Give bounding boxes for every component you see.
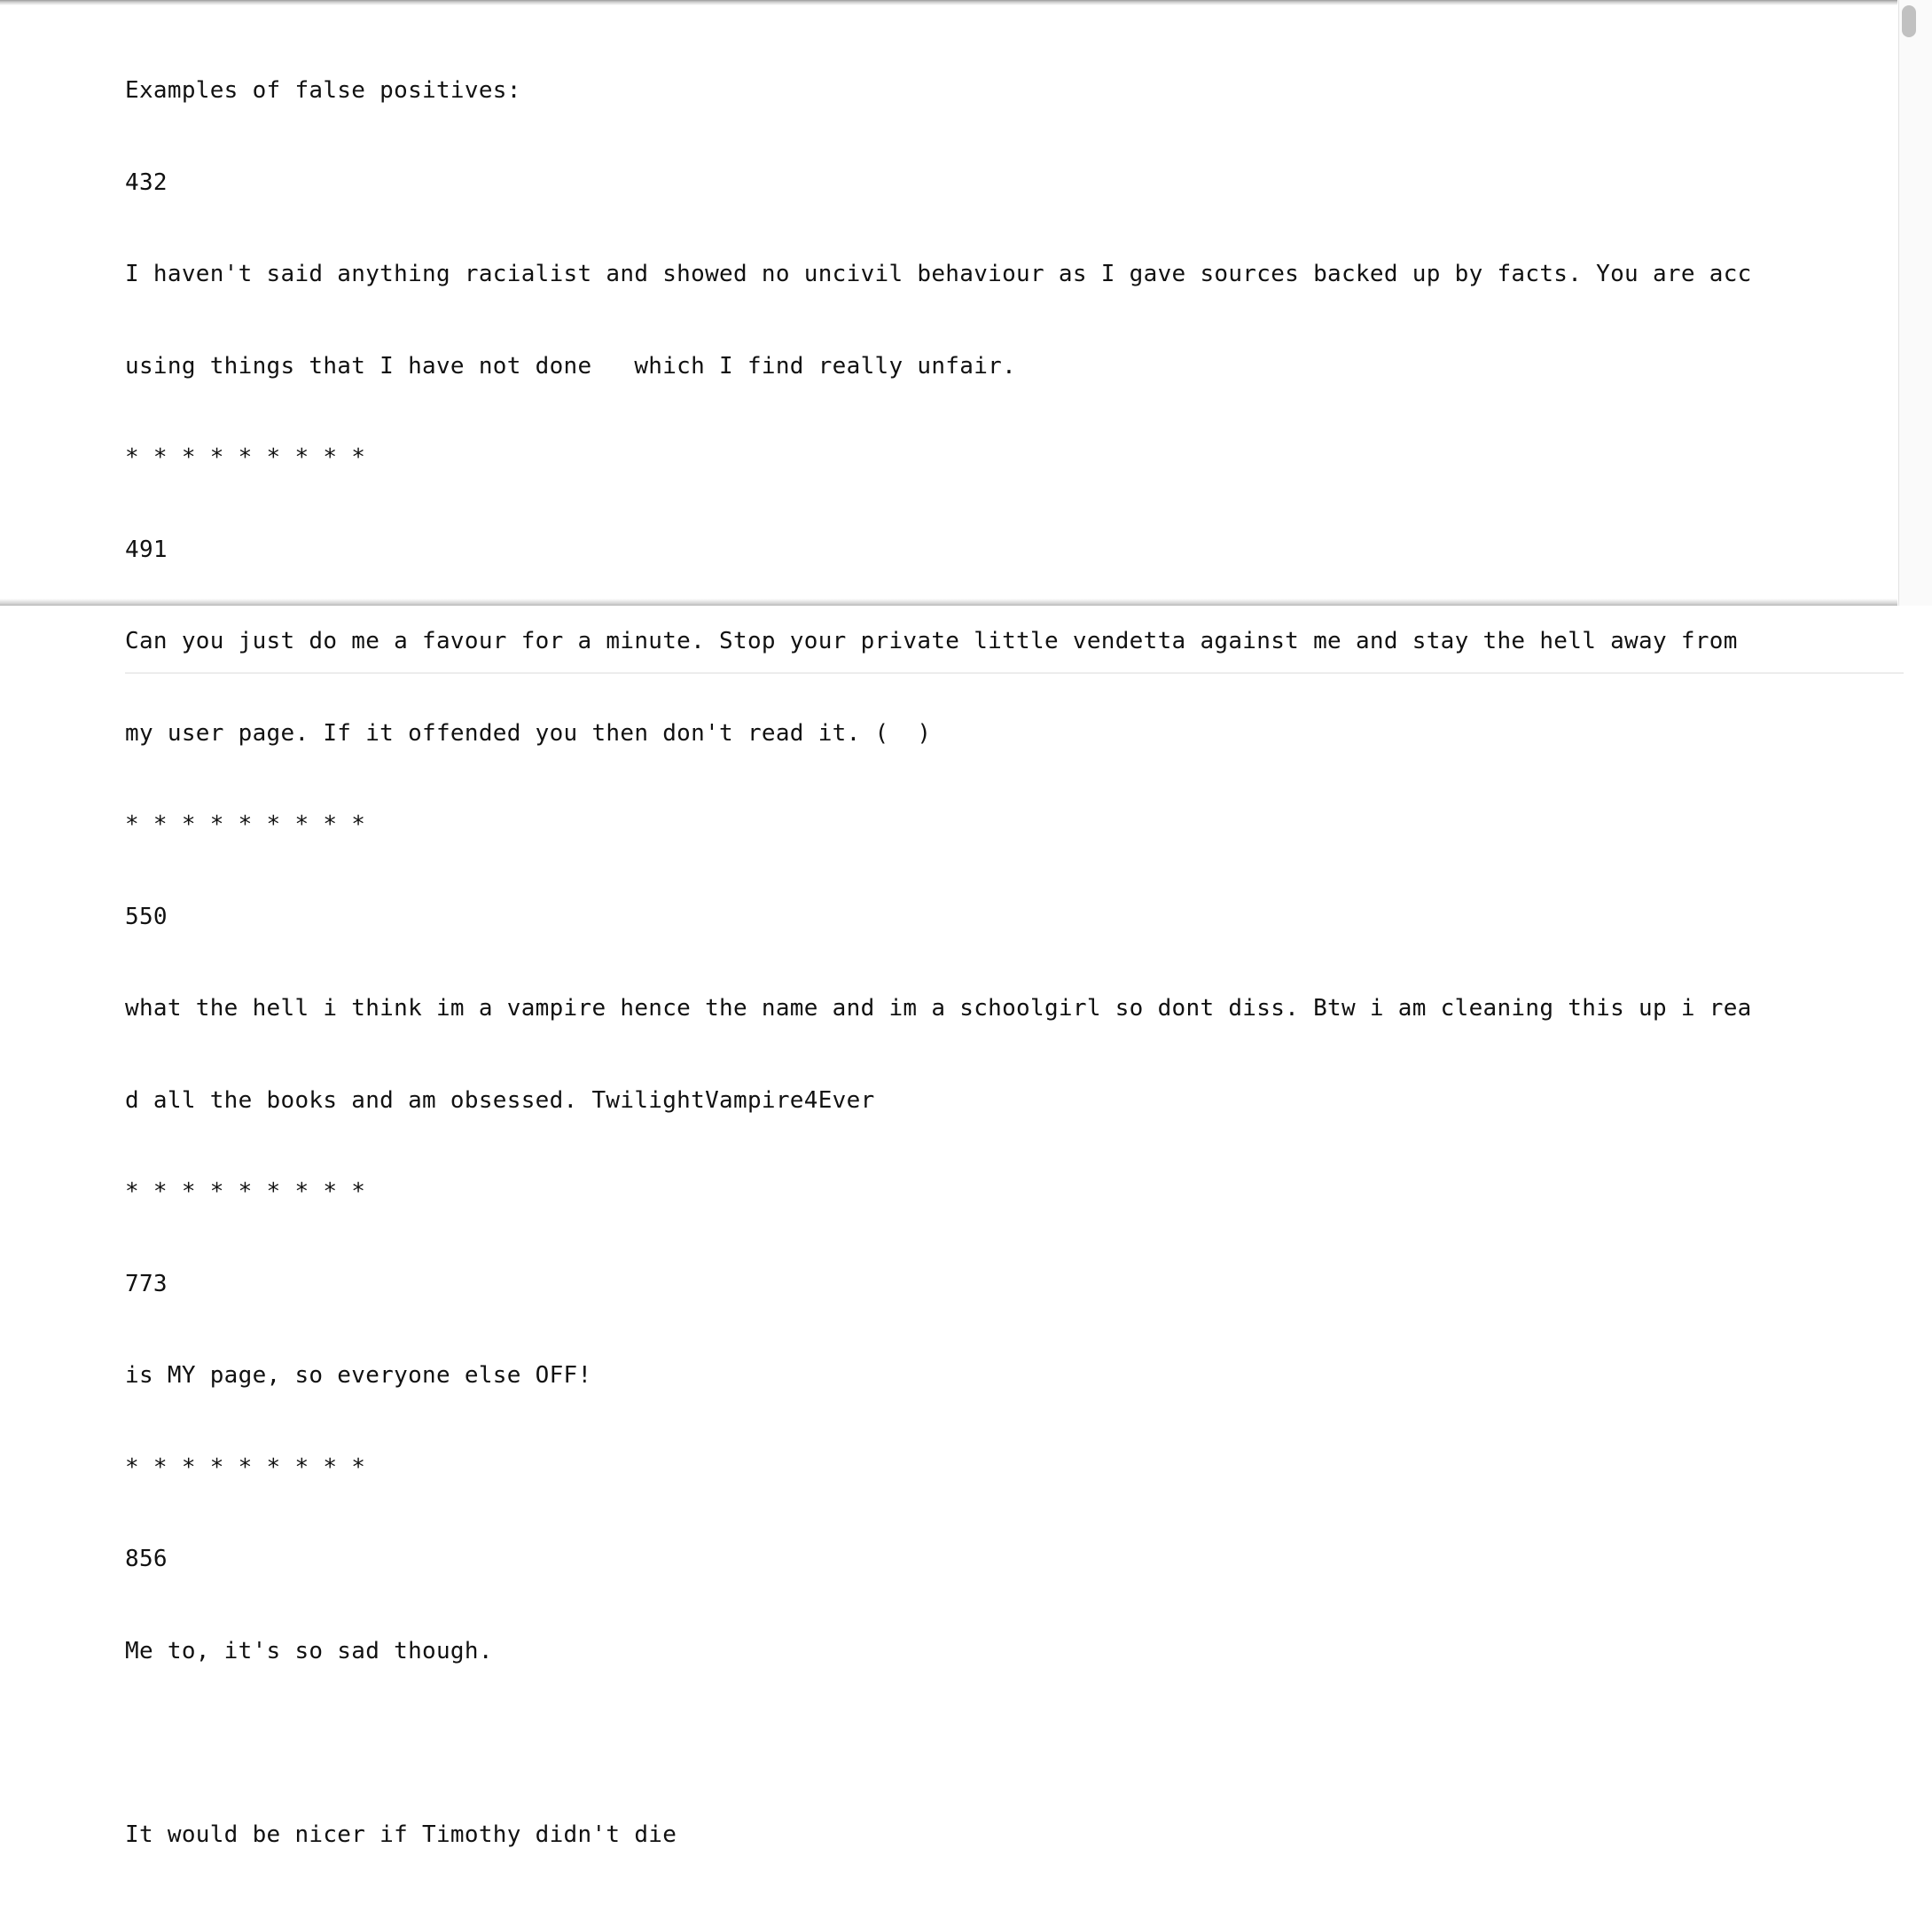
output-line: * * * * * * * * *	[125, 1179, 366, 1205]
output-line: d all the books and am obsessed. TwilightVampire4Ever	[125, 1086, 875, 1114]
output-line: I haven't said anything racialist and showed no uncivil behaviour as I gave sources backed up by facts. You are acc	[125, 261, 1752, 287]
output-line: * * * * * * * * *	[125, 444, 366, 471]
scrollbar-thumb[interactable]	[1902, 5, 1916, 37]
output-line: * * * * * * * * *	[125, 1453, 366, 1481]
output-line	[125, 1727, 1870, 1758]
output-line: using things that I have not done which I find really unfair.	[125, 352, 1017, 380]
output-line: 432	[125, 168, 168, 196]
output-bottom-shadow	[0, 599, 1897, 606]
output-line: 491	[125, 536, 168, 563]
output-line: * * * * * * * * *	[125, 811, 366, 838]
output-line: my user page. If it offended you then don't read it. ( )	[125, 719, 932, 747]
output-line: 550	[125, 903, 168, 930]
vertical-scrollbar[interactable]	[1898, 0, 1932, 606]
output-line: what the hell i think im a vampire hence the name and im a schoolgirl so dont diss. Btw i am cleaning this up i rea	[125, 995, 1752, 1022]
output-line: 856	[125, 1546, 168, 1572]
output-line: Examples of false positives:	[125, 77, 521, 104]
output-line: 773	[125, 1270, 168, 1297]
output-line: It would be nicer if Timothy didn't die	[125, 1821, 677, 1848]
cell-divider	[125, 672, 1904, 674]
output-text	[125, 14, 1870, 1911]
output-line: is MY page, so everyone else OFF!	[125, 1362, 592, 1389]
output-top-shadow	[0, 0, 1897, 5]
output-line: Me to, it's so sad though.	[125, 1637, 493, 1664]
output-line: Can you just do me a favour for a minute. Stop your private little vendetta against me and stay the hell away from	[125, 628, 1738, 654]
